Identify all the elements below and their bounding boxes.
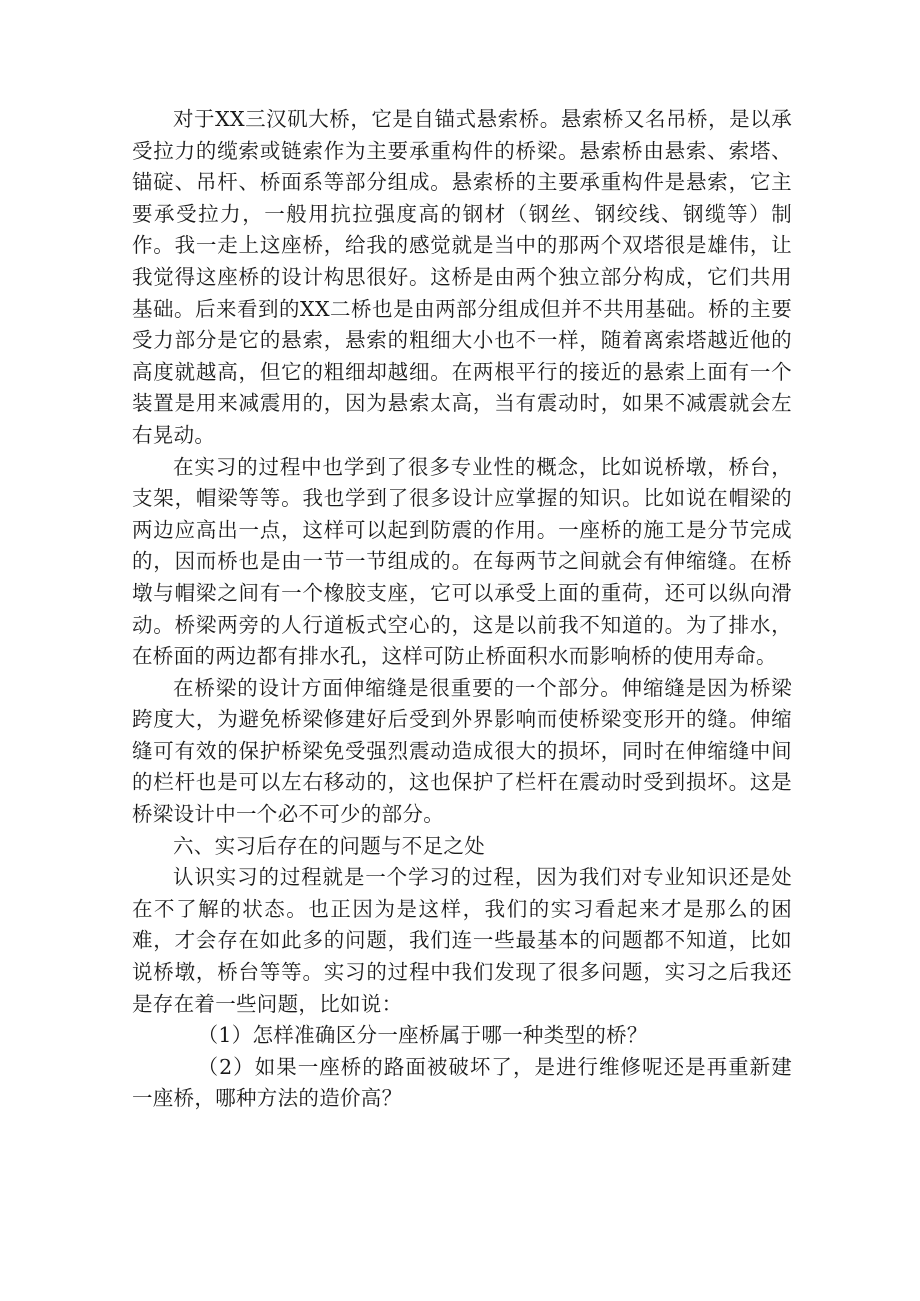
paragraph-suspension-bridge: 对于XX三汉矶大桥，它是自锚式悬索桥。悬索桥又名吊桥，是以承受拉力的缆索或链索作为主要承重构件的桥梁。悬索桥由悬索、索塔、锚碇、吊杆、桥面系等部分组成。悬索桥的主要承重构件是悬索，它主要承受拉力，一般用抗拉强度高的钢材（钢丝、钢绞线、钢缆等）制作。我一走上这座桥，给我的感觉就是当中的那两个双塔很是雄伟，让我觉得这座桥的设计构思很好。这桥是由两个独立部分构成，它们共用基础。后来看到的XX二桥也是由两部分组成但并不共用基础。桥的主要受力部分是它的悬索，悬索的粗细大小也不一样，随着离索塔越近他的高度就越高，但它的粗细却越细。在两根平行的接近的悬索上面有一个装置是用来减震用的，因为悬索太高，当有震动时，如果不减震就会左右晃动。: [132, 107, 792, 447]
paragraph-concepts-learned: 在实习的过程中也学到了很多专业性的概念，比如说桥墩，桥台，支架，帽梁等等。我也学到了很多设计应掌握的知识。比如说在帽梁的两边应高出一点，这样可以起到防震的作用。一座桥的施工是分节完成的，因而桥也是由一节一节组成的。在每两节之间就会有伸缩缝。在桥墩与帽梁之间有一个橡胶支座，它可以承受上面的重荷，还可以纵向滑动。桥梁两旁的人行道板式空心的，这是以前我不知道的。为了排水，在桥面的两边都有排水孔，这样可防止桥面积水而影响桥的使用寿命。: [132, 454, 792, 669]
paragraph-expansion-joint: 在桥梁的设计方面伸缩缝是很重要的一个部分。伸缩缝是因为桥梁跨度大，为避免桥梁修建好后受到外界影响而使桥梁变形开的缝。伸缩缝可有效的保护桥梁免受强烈震动造成很大的损坏，同时在伸缩缝中间的栏杆也是可以左右移动的，这也保护了栏杆在震动时受到损坏。这是桥梁设计中一个必不可少的部分。: [132, 675, 792, 827]
list-item-question-2: （2）如果一座桥的路面被破坏了，是进行维修呢还是再重新建一座桥，哪种方法的造价高？: [132, 1054, 792, 1111]
section-heading: 六、实习后存在的问题与不足之处: [173, 833, 485, 858]
document-page: [132, 104, 792, 1115]
list-item-question-1: （1）怎样准确区分一座桥属于哪一种类型的桥？: [197, 1023, 648, 1048]
paragraph-problems-intro: 认识实习的过程就是一个学习的过程，因为我们对专业知识还是处在不了解的状态。也正因为是这样，我们的实习看起来才是那么的困难，才会存在如此多的问题，我们连一些最基本的问题都不知道，比如说桥墩，桥台等等。实习的过程中我们发现了很多问题，实习之后我还是存在着一些问题，比如说：: [132, 865, 792, 1016]
